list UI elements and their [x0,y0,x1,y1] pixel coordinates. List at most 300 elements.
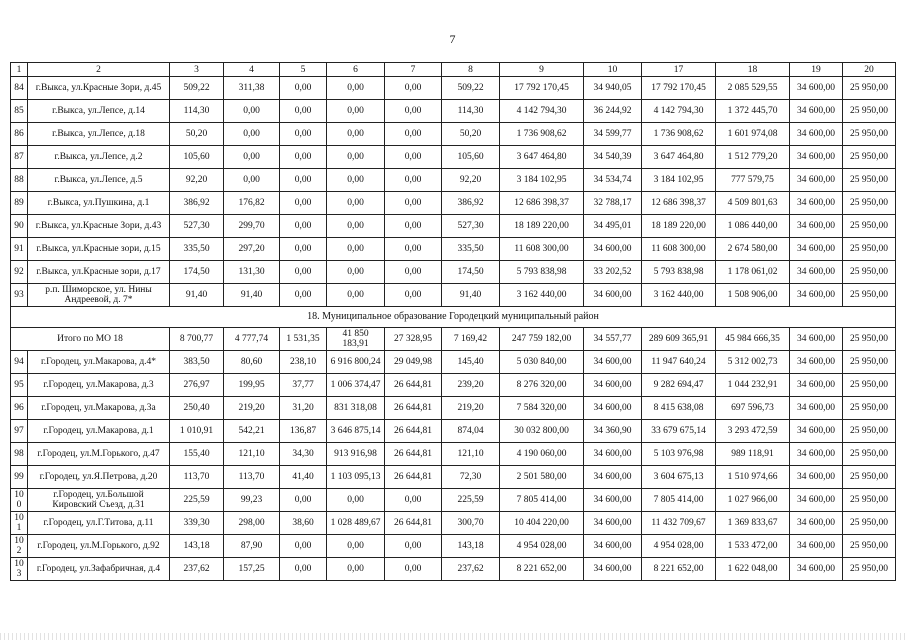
table-cell: 34 600,00 [790,374,843,397]
table-cell: 34 600,00 [790,123,843,146]
table-cell: 0,00 [327,77,385,100]
column-header: 5 [280,63,327,77]
table-cell: 7 169,42 [442,328,500,351]
table-cell: 87,90 [224,535,280,558]
table-row [11,146,896,169]
table-cell: 92,20 [442,169,500,192]
table-cell: 0,00 [385,558,442,581]
table-cell: 50,20 [170,123,224,146]
address-cell: г.Городец, ул.Макарова, д.3а [28,397,170,420]
table-cell: 299,70 [224,215,280,238]
address-cell: г.Выкса, ул.Красные Зори, д.45 [28,77,170,100]
table-cell: 7 584 320,00 [500,397,584,420]
table-row [11,351,896,374]
table-cell: 114,30 [170,100,224,123]
table-cell: 27 328,95 [385,328,442,351]
table-cell: 335,50 [442,238,500,261]
table-cell: 25 950,00 [843,328,896,351]
table-cell: 145,40 [442,351,500,374]
column-header: 6 [327,63,385,77]
table-cell: 238,10 [280,351,327,374]
table-cell: 34 600,00 [790,466,843,489]
column-header: 17 [642,63,716,77]
table-cell: 0,00 [385,146,442,169]
table-cell: 41 850 183,91 [327,328,385,351]
table-cell: 0,00 [280,215,327,238]
column-header: 8 [442,63,500,77]
table-cell: 34 600,00 [790,351,843,374]
table-cell: 1 028 489,67 [327,512,385,535]
table-cell: 34 600,00 [790,100,843,123]
table-cell: 114,30 [442,100,500,123]
table-cell: 0,00 [385,284,442,307]
table-cell: 34,30 [280,443,327,466]
table-cell: 34 600,00 [790,558,843,581]
table-cell: 17 792 170,45 [500,77,584,100]
table-cell: 25 950,00 [843,146,896,169]
table-row [11,192,896,215]
table-cell: 0,00 [385,100,442,123]
table-cell: 91,40 [442,284,500,307]
table-cell: 9 282 694,47 [642,374,716,397]
table-cell: 143,18 [170,535,224,558]
table-cell: 0,00 [385,489,442,512]
table-cell: 199,95 [224,374,280,397]
table-cell: 989 118,91 [716,443,790,466]
row-number-cell: 88 [11,169,28,192]
table-cell: 34 600,00 [790,146,843,169]
table-row [11,443,896,466]
table-cell: 0,00 [327,123,385,146]
table-cell: 26 644,81 [385,512,442,535]
table-cell: 219,20 [224,397,280,420]
table-cell: 25 950,00 [843,351,896,374]
table-cell: 34 600,00 [584,489,642,512]
table-cell: 225,59 [170,489,224,512]
table-cell: 113,70 [224,466,280,489]
table-cell: 0,00 [385,77,442,100]
table-cell: 25 950,00 [843,420,896,443]
table-cell: 25 950,00 [843,374,896,397]
table-cell: 34 600,00 [584,443,642,466]
table-cell: 25 950,00 [843,512,896,535]
table-row [11,261,896,284]
table-cell: 18 189 220,00 [642,215,716,238]
row-number-cell: 10 2 [11,535,28,558]
table-cell: 1 601 974,08 [716,123,790,146]
table-cell: 11 608 300,00 [500,238,584,261]
table-row [11,558,896,581]
table-cell: 3 162 440,00 [642,284,716,307]
address-cell: г.Городец, ул.М.Горького, д.47 [28,443,170,466]
address-cell: г.Выкса, ул.Красные зори, д.15 [28,238,170,261]
table-cell: 0,00 [280,489,327,512]
table-cell: 32 788,17 [584,192,642,215]
table-cell: 0,00 [327,146,385,169]
table-cell: 0,00 [327,100,385,123]
table-cell: 0,00 [385,169,442,192]
column-header: 7 [385,63,442,77]
table-cell: 0,00 [224,169,280,192]
table-cell: 1 533 472,00 [716,535,790,558]
table-cell: 4 190 060,00 [500,443,584,466]
address-cell: г.Выкса, ул.Лепсе, д.14 [28,100,170,123]
table-cell: 34 600,00 [790,397,843,420]
table-cell: 3 647 464,80 [500,146,584,169]
column-header: 10 [584,63,642,77]
table-cell: 4 954 028,00 [500,535,584,558]
total-row [11,328,896,351]
table-cell: 45 984 666,35 [716,328,790,351]
table-cell: 25 950,00 [843,489,896,512]
section-title: 18. Муниципальное образование Городецкий муниципальный район [11,307,896,328]
table-cell: 34 600,00 [790,238,843,261]
table-cell: 0,00 [280,238,327,261]
table-cell: 25 950,00 [843,238,896,261]
table-cell: 8 221 652,00 [642,558,716,581]
address-cell: г.Выкса, ул.Красные зори, д.17 [28,261,170,284]
table-cell: 1 622 048,00 [716,558,790,581]
table-cell: 3 184 102,95 [642,169,716,192]
table-cell: 31,20 [280,397,327,420]
table-cell: 26 644,81 [385,397,442,420]
table-cell: 5 793 838,98 [642,261,716,284]
table-cell: 105,60 [442,146,500,169]
table-cell: 527,30 [170,215,224,238]
total-label: Итого по МО 18 [11,328,170,351]
table-cell: 8 700,77 [170,328,224,351]
table-cell: 4 954 028,00 [642,535,716,558]
table-cell: 0,00 [224,100,280,123]
table-row [11,397,896,420]
address-cell: г.Выкса, ул.Лепсе, д.2 [28,146,170,169]
table-cell: 5 030 840,00 [500,351,584,374]
table-cell: 339,30 [170,512,224,535]
table-cell: 0,00 [327,238,385,261]
address-cell: г.Городец, ул.Макарова, д.4* [28,351,170,374]
table-cell: 237,62 [170,558,224,581]
table-cell: 0,00 [327,169,385,192]
row-number-cell: 87 [11,146,28,169]
table-cell: 311,38 [224,77,280,100]
table-cell: 1 510 974,66 [716,466,790,489]
table-cell: 91,40 [224,284,280,307]
table-cell: 300,70 [442,512,500,535]
table-cell: 11 432 709,67 [642,512,716,535]
column-header: 18 [716,63,790,77]
table-cell: 0,00 [327,192,385,215]
table-cell: 105,60 [170,146,224,169]
table-cell: 34 360,90 [584,420,642,443]
column-header: 2 [28,63,170,77]
table-cell: 1 372 445,70 [716,100,790,123]
table-cell: 3 184 102,95 [500,169,584,192]
table-cell: 0,00 [327,558,385,581]
table-cell: 34 600,00 [790,420,843,443]
row-number-cell: 10 1 [11,512,28,535]
table-cell: 386,92 [442,192,500,215]
table-cell: 0,00 [280,169,327,192]
table-cell: 0,00 [280,558,327,581]
table-cell: 99,23 [224,489,280,512]
table-cell: 8 415 638,08 [642,397,716,420]
table-cell: 25 950,00 [843,261,896,284]
table-cell: 34 600,00 [790,443,843,466]
table-cell: 2 085 529,55 [716,77,790,100]
table-cell: 239,20 [442,374,500,397]
table-cell: 1 027 966,00 [716,489,790,512]
table-row [11,466,896,489]
table-cell: 34 540,39 [584,146,642,169]
table-cell: 0,00 [385,238,442,261]
table-cell: 0,00 [280,192,327,215]
column-header: 3 [170,63,224,77]
row-number-cell: 90 [11,215,28,238]
table-row [11,284,896,307]
table-cell: 155,40 [170,443,224,466]
table-cell: 5 312 002,73 [716,351,790,374]
row-number-cell: 96 [11,397,28,420]
table-cell: 0,00 [385,215,442,238]
table-cell: 34 600,00 [790,261,843,284]
table-cell: 1 178 061,02 [716,261,790,284]
table-cell: 4 142 794,30 [500,100,584,123]
row-number-cell: 91 [11,238,28,261]
table-cell: 29 049,98 [385,351,442,374]
table-cell: 37,77 [280,374,327,397]
table-cell: 25 950,00 [843,123,896,146]
table-cell: 33 202,52 [584,261,642,284]
table-cell: 131,30 [224,261,280,284]
address-cell: г.Городец, ул.М.Горького, д.92 [28,535,170,558]
table-cell: 1 103 095,13 [327,466,385,489]
table-cell: 17 792 170,45 [642,77,716,100]
table-cell: 92,20 [170,169,224,192]
table-cell: 34 600,00 [790,192,843,215]
table-cell: 25 950,00 [843,535,896,558]
address-cell: г.Городец, ул.Большой Кировский Съезд, д.31 [28,489,170,512]
table-cell: 34 600,00 [584,558,642,581]
table-cell: 4 142 794,30 [642,100,716,123]
address-cell: г.Городец, ул.Макарова, д.3 [28,374,170,397]
table-cell: 26 644,81 [385,420,442,443]
table-cell: 34 940,05 [584,77,642,100]
table-cell: 34 600,00 [584,351,642,374]
address-cell: г.Городец, ул.Зафабричная, д.4 [28,558,170,581]
table-cell: 80,60 [224,351,280,374]
table-cell: 237,62 [442,558,500,581]
table-cell: 4 777,74 [224,328,280,351]
table-cell: 219,20 [442,397,500,420]
address-cell: г.Городец, ул.Я.Петрова, д.20 [28,466,170,489]
table-row [11,169,896,192]
table-cell: 1 006 374,47 [327,374,385,397]
table-cell: 25 950,00 [843,77,896,100]
address-cell: г.Выкса, ул.Лепсе, д.18 [28,123,170,146]
table-cell: 0,00 [224,146,280,169]
table-cell: 1 531,35 [280,328,327,351]
row-number-cell: 97 [11,420,28,443]
address-cell: г.Выкса, ул.Пушкина, д.1 [28,192,170,215]
table-cell: 91,40 [170,284,224,307]
table-row [11,123,896,146]
table-cell: 26 644,81 [385,374,442,397]
table-row [11,535,896,558]
table-cell: 34 600,00 [790,169,843,192]
table-cell: 30 032 800,00 [500,420,584,443]
table-cell: 0,00 [327,215,385,238]
table-cell: 34 600,00 [790,77,843,100]
table-cell: 0,00 [327,261,385,284]
table-cell: 174,50 [442,261,500,284]
row-number-cell: 93 [11,284,28,307]
column-header: 19 [790,63,843,77]
table-row [11,512,896,535]
table-cell: 0,00 [224,123,280,146]
table-cell: 10 404 220,00 [500,512,584,535]
table-cell: 0,00 [385,192,442,215]
table-cell: 18 189 220,00 [500,215,584,238]
table-row [11,238,896,261]
table-cell: 0,00 [280,535,327,558]
table-cell: 176,82 [224,192,280,215]
table-cell: 874,04 [442,420,500,443]
table-cell: 0,00 [385,123,442,146]
table-cell: 1 044 232,91 [716,374,790,397]
table-cell: 34 600,00 [584,238,642,261]
table-cell: 25 950,00 [843,397,896,420]
table-cell: 41,40 [280,466,327,489]
address-cell: г.Городец, ул.Макарова, д.1 [28,420,170,443]
row-number-cell: 95 [11,374,28,397]
table-cell: 1 508 906,00 [716,284,790,307]
table-cell: 26 644,81 [385,443,442,466]
table-cell: 0,00 [327,489,385,512]
table-cell: 34 600,00 [790,512,843,535]
table-cell: 0,00 [280,284,327,307]
table-cell: 3 646 875,14 [327,420,385,443]
table-cell: 0,00 [280,146,327,169]
table-cell: 25 950,00 [843,558,896,581]
table-cell: 298,00 [224,512,280,535]
address-cell: г.Выкса, ул.Лепсе, д.5 [28,169,170,192]
table-cell: 1 512 779,20 [716,146,790,169]
table-cell: 72,30 [442,466,500,489]
table-cell: 1 086 440,00 [716,215,790,238]
table-cell: 143,18 [442,535,500,558]
table-cell: 0,00 [280,77,327,100]
table-cell: 36 244,92 [584,100,642,123]
scan-edge [0,633,905,640]
row-number-cell: 99 [11,466,28,489]
table-cell: 527,30 [442,215,500,238]
table-row [11,420,896,443]
row-number-cell: 10 0 [11,489,28,512]
table-cell: 34 600,00 [584,374,642,397]
table-cell: 0,00 [280,123,327,146]
address-cell: г.Городец, ул.Г.Титова, д.11 [28,512,170,535]
table-cell: 34 600,00 [790,284,843,307]
table-cell: 7 805 414,00 [500,489,584,512]
table-cell: 25 950,00 [843,466,896,489]
table-cell: 3 162 440,00 [500,284,584,307]
table-cell: 34 599,77 [584,123,642,146]
table-cell: 386,92 [170,192,224,215]
table-cell: 2 674 580,00 [716,238,790,261]
column-header: 4 [224,63,280,77]
table-cell: 11 947 640,24 [642,351,716,374]
table-cell: 121,10 [224,443,280,466]
table-cell: 3 647 464,80 [642,146,716,169]
table-cell: 1 736 908,62 [500,123,584,146]
table-cell: 247 759 182,00 [500,328,584,351]
table-cell: 0,00 [385,535,442,558]
table-cell: 157,25 [224,558,280,581]
table-cell: 12 686 398,37 [500,192,584,215]
page-number: 7 [449,32,456,46]
table-cell: 5 103 976,98 [642,443,716,466]
table-cell: 34 534,74 [584,169,642,192]
table-cell: 34 495,01 [584,215,642,238]
column-header: 1 [11,63,28,77]
section-row [11,307,896,328]
table-cell: 2 501 580,00 [500,466,584,489]
table-cell: 11 608 300,00 [642,238,716,261]
table-cell: 33 679 675,14 [642,420,716,443]
row-number-cell: 84 [11,77,28,100]
table-cell: 34 600,00 [790,489,843,512]
table-cell: 697 596,73 [716,397,790,420]
table-cell: 509,22 [442,77,500,100]
table-cell: 0,00 [327,535,385,558]
table-cell: 50,20 [442,123,500,146]
table-cell: 34 600,00 [790,535,843,558]
data-table [10,62,896,581]
table-cell: 0,00 [280,261,327,284]
table-cell: 25 950,00 [843,192,896,215]
table-row [11,100,896,123]
table-cell: 1 369 833,67 [716,512,790,535]
table-cell: 25 950,00 [843,100,896,123]
table-cell: 3 604 675,13 [642,466,716,489]
table-cell: 4 509 801,63 [716,192,790,215]
table-header-row [11,63,896,77]
table-cell: 113,70 [170,466,224,489]
table-cell: 26 644,81 [385,466,442,489]
table-cell: 0,00 [280,100,327,123]
column-header: 9 [500,63,584,77]
table-cell: 34 600,00 [790,328,843,351]
row-number-cell: 89 [11,192,28,215]
table-cell: 25 950,00 [843,169,896,192]
table-cell: 8 276 320,00 [500,374,584,397]
table-cell: 34 600,00 [790,215,843,238]
table-cell: 8 221 652,00 [500,558,584,581]
row-number-cell: 85 [11,100,28,123]
row-number-cell: 86 [11,123,28,146]
table-cell: 25 950,00 [843,443,896,466]
table-cell: 34 600,00 [584,512,642,535]
table-cell: 38,60 [280,512,327,535]
table-cell: 0,00 [385,261,442,284]
table-cell: 913 916,98 [327,443,385,466]
table-cell: 174,50 [170,261,224,284]
table-cell: 25 950,00 [843,284,896,307]
address-cell: г.Выкса, ул.Красные Зори, д.43 [28,215,170,238]
table-cell: 7 805 414,00 [642,489,716,512]
table-cell: 3 293 472,59 [716,420,790,443]
table-row [11,374,896,397]
